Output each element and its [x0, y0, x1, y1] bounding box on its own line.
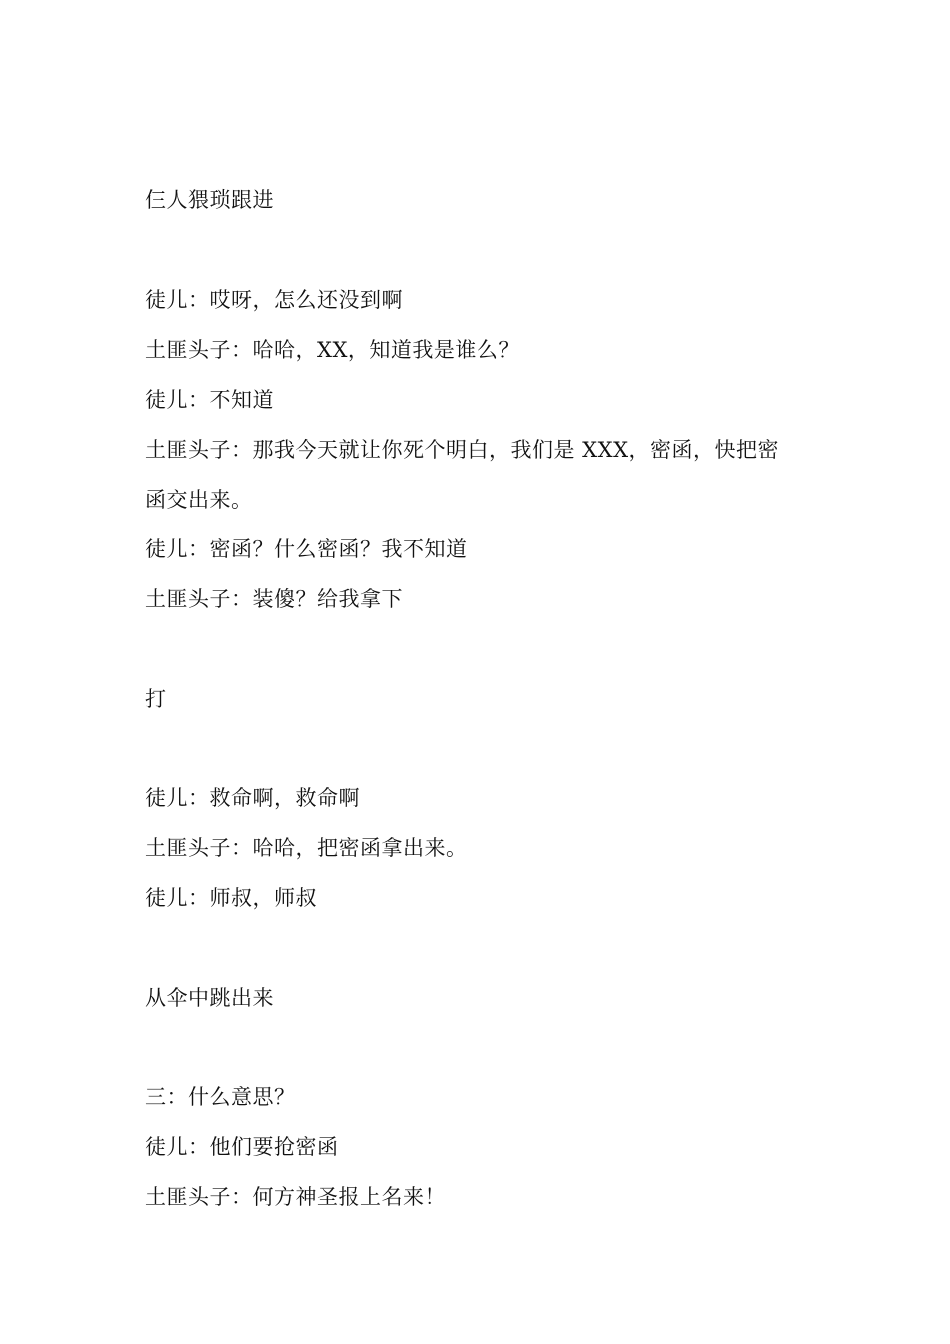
stage-direction: 从伞中跳出来 [145, 986, 274, 1010]
dialogue-line: 土匪头子：哈哈，把密函拿出来。 [145, 836, 468, 860]
dialogue-line: 徒儿：密函？什么密函？我不知道 [145, 537, 468, 561]
dialogue-line-continuation: 函交出来。 [145, 488, 253, 512]
stage-direction: 仨人猥琐跟进 [145, 188, 274, 212]
dialogue-line: 徒儿：不知道 [145, 388, 274, 412]
dialogue-line: 土匪头子：那我今天就让你死个明白，我们是 XXX，密函，快把密 [145, 438, 780, 462]
dialogue-line: 徒儿：他们要抢密函 [145, 1135, 339, 1159]
dialogue-line: 徒儿：哎呀，怎么还没到啊 [145, 288, 403, 312]
dialogue-line: 徒儿：师叔，师叔 [145, 886, 317, 910]
dialogue-line: 徒儿：救命啊，救命啊 [145, 786, 360, 810]
dialogue-line: 土匪头子：何方神圣报上名来！ [145, 1185, 446, 1209]
dialogue-line: 三：什么意思？ [145, 1085, 296, 1109]
stage-direction: 打 [145, 687, 167, 711]
dialogue-line: 土匪头子：装傻？给我拿下 [145, 587, 403, 611]
dialogue-line: 土匪头子：哈哈，XX，知道我是谁么？ [145, 338, 520, 362]
